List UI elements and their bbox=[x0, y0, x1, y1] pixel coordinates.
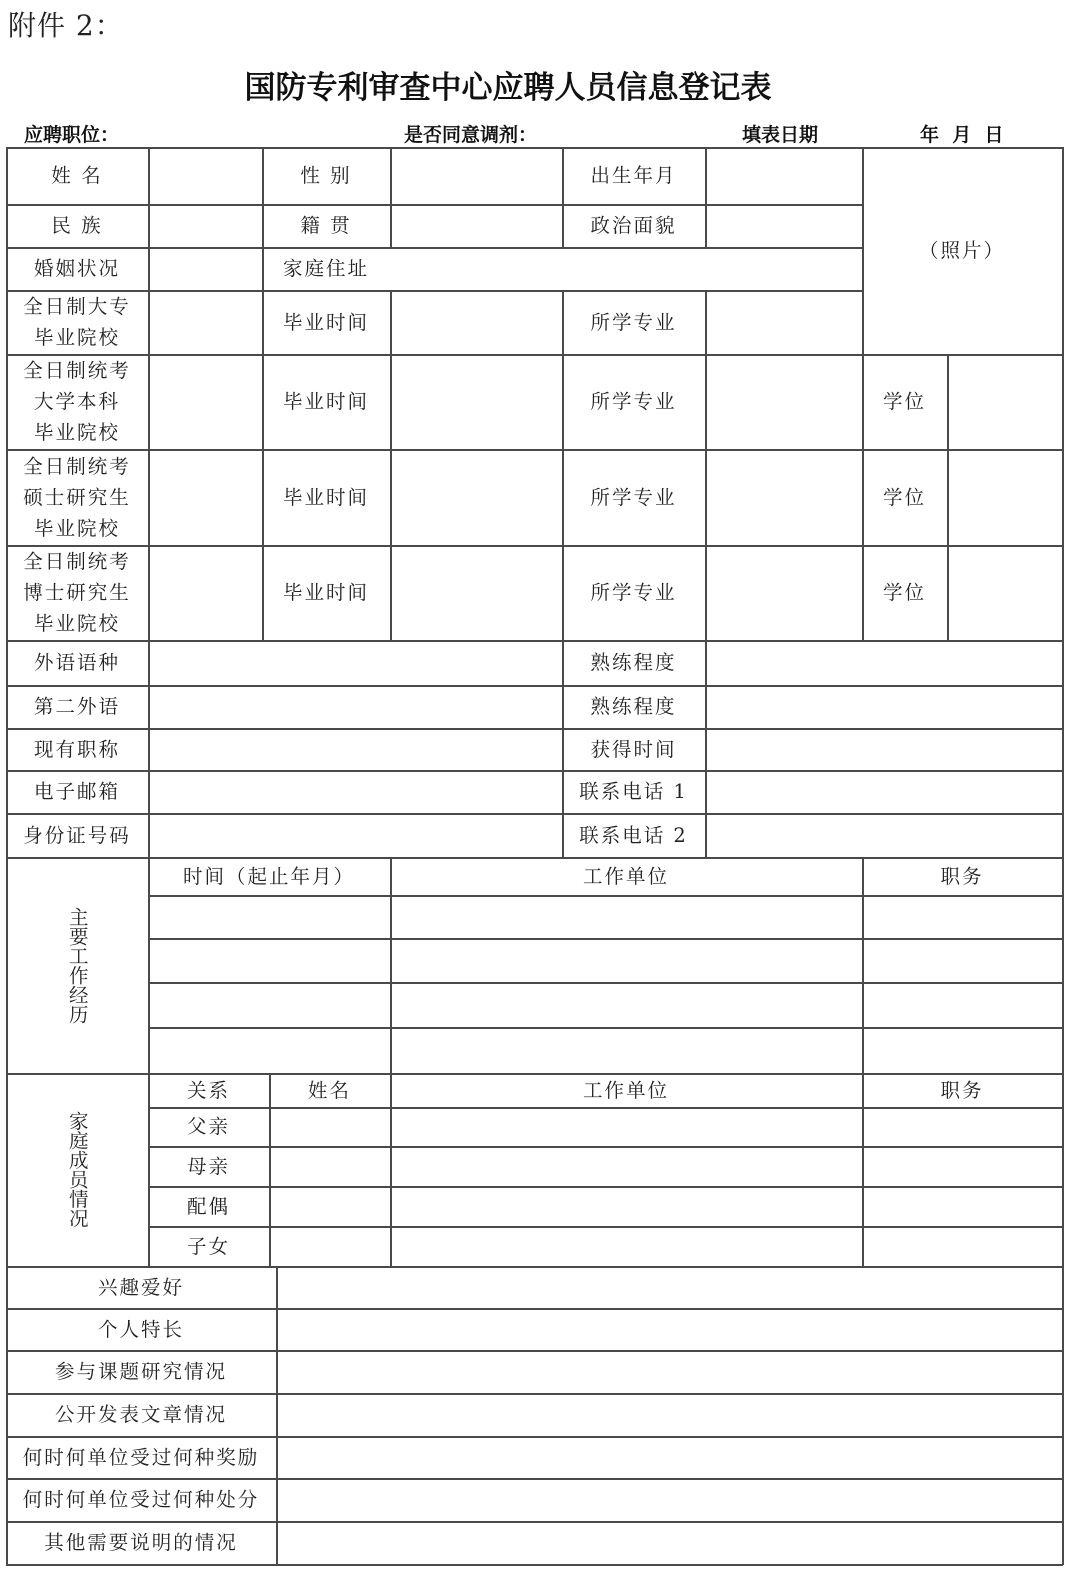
bachelor-major-label: 所学专业 bbox=[590, 390, 677, 413]
fill-date-units: 年 月 日 bbox=[920, 124, 1004, 146]
family-unit-column-header: 工作单位 bbox=[582, 1078, 669, 1102]
political-status-label: 政治面貌 bbox=[590, 214, 677, 237]
professional-title-label: 现有职称 bbox=[33, 737, 120, 761]
bachelor-school-label: 全日制统考 大学本科 毕业院校 bbox=[23, 359, 131, 444]
family-relation-spouse: 配偶 bbox=[186, 1194, 230, 1218]
title-obtain-time-label: 获得时间 bbox=[590, 737, 677, 761]
doctor-major-label: 所学专业 bbox=[590, 581, 677, 604]
id-number-label: 身份证号码 bbox=[23, 823, 131, 847]
work-time-column-header: 时间（起止年月） bbox=[182, 864, 355, 888]
awards-label: 何时何单位受过何种奖励 bbox=[22, 1445, 260, 1469]
family-position-column-header: 职务 bbox=[940, 1078, 984, 1102]
family-members-label: 家庭成员情况 bbox=[65, 1111, 89, 1228]
name-label: 姓 名 bbox=[51, 164, 103, 187]
college-major-label: 所学专业 bbox=[590, 310, 677, 334]
marital-status-label: 婚姻状况 bbox=[33, 257, 120, 280]
master-major-label: 所学专业 bbox=[590, 485, 677, 509]
phone-2-label: 联系电话 2 bbox=[579, 823, 688, 847]
work-experience-section bbox=[6, 857, 148, 1073]
family-relation-column-header: 关系 bbox=[186, 1078, 230, 1102]
family-relation-children: 子女 bbox=[186, 1234, 230, 1258]
doctor-degree-label: 学位 bbox=[882, 581, 926, 604]
work-experience-label: 主要工作经历 bbox=[65, 906, 89, 1024]
family-name-column-header: 姓名 bbox=[307, 1078, 351, 1102]
foreign-language-label: 外语语种 bbox=[33, 651, 120, 674]
phone-1-label: 联系电话 1 bbox=[579, 780, 688, 803]
family-members-section bbox=[6, 1073, 148, 1266]
college-grad-time-label: 毕业时间 bbox=[282, 310, 369, 334]
accept-adjustment-label: 是否同意调剂： bbox=[404, 124, 538, 146]
applied-position-label: 应聘职位： bbox=[24, 124, 120, 146]
master-grad-time-label: 毕业时间 bbox=[282, 485, 369, 509]
hobbies-label: 兴趣爱好 bbox=[97, 1275, 184, 1299]
bachelor-degree-label: 学位 bbox=[882, 390, 926, 413]
bachelor-grad-time-label: 毕业时间 bbox=[282, 390, 369, 413]
fill-date-label: 填表日期 bbox=[742, 124, 819, 146]
ethnicity-label: 民 族 bbox=[51, 214, 103, 237]
doctor-grad-time-label: 毕业时间 bbox=[282, 581, 369, 604]
family-relation-mother: 母亲 bbox=[186, 1154, 230, 1178]
doctor-school-label: 全日制统考 博士研究生 毕业院校 bbox=[23, 550, 131, 635]
research-label: 参与课题研究情况 bbox=[54, 1360, 227, 1383]
work-position-column-header: 职务 bbox=[940, 864, 984, 888]
other-notes-label: 其他需要说明的情况 bbox=[44, 1531, 238, 1554]
foreign-language-proficiency-label: 熟练程度 bbox=[590, 651, 677, 674]
home-address-label: 家庭住址 bbox=[282, 257, 369, 280]
second-language-label: 第二外语 bbox=[33, 695, 120, 718]
publications-label: 公开发表文章情况 bbox=[54, 1403, 227, 1426]
master-school-label: 全日制统考 硕士研究生 毕业院校 bbox=[23, 454, 131, 540]
form-title: 国防专利审查中心应聘人员信息登记表 bbox=[244, 70, 772, 106]
punishments-label: 何时何单位受过何种处分 bbox=[22, 1488, 260, 1511]
photo-placeholder[interactable]: （照片） bbox=[918, 239, 1005, 262]
email-label: 电子邮箱 bbox=[33, 780, 120, 803]
master-degree-label: 学位 bbox=[882, 485, 926, 509]
work-unit-column-header: 工作单位 bbox=[582, 864, 669, 888]
attachment-label: 附件 2： bbox=[8, 9, 124, 42]
native-place-label: 籍 贯 bbox=[300, 214, 352, 237]
birth-date-label: 出生年月 bbox=[590, 164, 677, 187]
gender-label: 性 别 bbox=[300, 164, 352, 187]
family-relation-father: 父亲 bbox=[186, 1115, 230, 1138]
specialty-label: 个人特长 bbox=[97, 1317, 184, 1341]
college-school-label: 全日制大专 毕业院校 bbox=[23, 295, 131, 349]
second-language-proficiency-label: 熟练程度 bbox=[590, 695, 677, 718]
